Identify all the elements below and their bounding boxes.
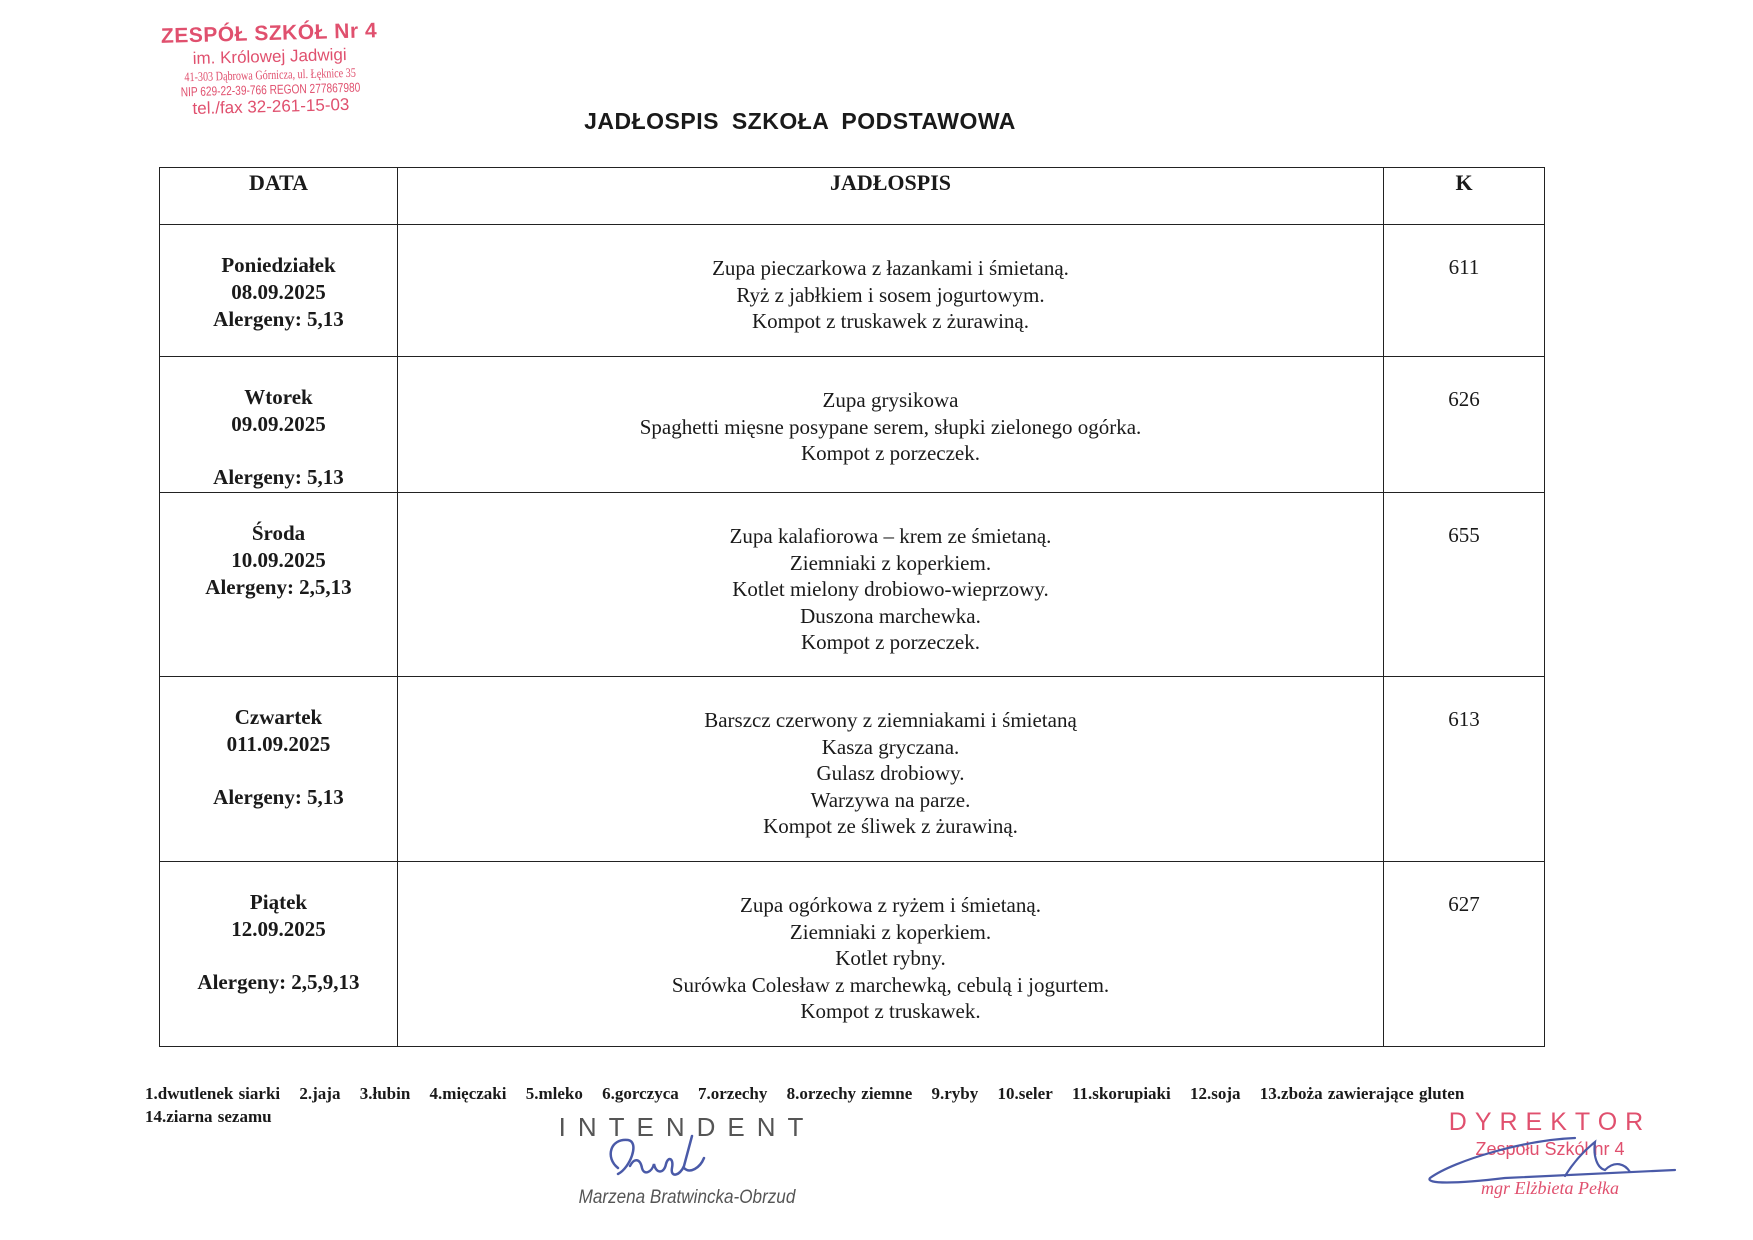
dish-item: Kompot z porzeczek. bbox=[800, 630, 980, 654]
allergens-label: Alergeny: 5,13 bbox=[213, 465, 344, 489]
allergens-label: Alergeny: 2,5,13 bbox=[205, 575, 352, 599]
director-stamp bbox=[1430, 1108, 1670, 1199]
legend-item: 12.soja bbox=[1190, 1084, 1241, 1103]
director-org: Zespołu Szkół nr 4 bbox=[1475, 1139, 1625, 1159]
allergens-label: Alergeny: 2,5,9,13 bbox=[197, 970, 360, 994]
director-name: mgr Elżbieta Pełka bbox=[1481, 1178, 1619, 1198]
date-cell bbox=[160, 677, 398, 862]
table-row bbox=[160, 225, 1545, 357]
dish-item: Kompot z truskawek. bbox=[800, 999, 981, 1023]
legend-item: 14.ziarna sezamu bbox=[145, 1107, 272, 1126]
dish-item: Kasza gryczana. bbox=[821, 734, 960, 759]
legend-item: 11.skorupiaki bbox=[1072, 1084, 1171, 1103]
k-value: 655 bbox=[1384, 493, 1545, 677]
legend-item: 3.łubin bbox=[359, 1084, 411, 1103]
dish-item: Ryż z jabłkiem i sosem jogurtowym. bbox=[736, 282, 1045, 307]
dish-item: Kompot ze śliwek z żurawiną. bbox=[763, 814, 1018, 838]
legend-item: 13.zboża zawierające gluten bbox=[1259, 1084, 1465, 1103]
dish-item: Warzywa na parze. bbox=[810, 787, 971, 812]
allergens-label: Alergeny: 5,13 bbox=[213, 307, 344, 331]
menu-cell bbox=[398, 357, 1384, 493]
legend-item: 10.seler bbox=[997, 1084, 1053, 1103]
date-value: 011.09.2025 bbox=[226, 732, 331, 756]
dish-item: Barszcz czerwony z ziemniakami i śmietaną bbox=[704, 708, 1077, 732]
legend-item: 7.orzechy bbox=[698, 1084, 768, 1103]
dish-item: Kotlet mielony drobiowo-wieprzowy. bbox=[732, 577, 1049, 601]
header-date: DATA bbox=[160, 168, 398, 225]
day-name: Środa bbox=[251, 521, 306, 545]
date-cell bbox=[160, 357, 398, 493]
menu-cell bbox=[398, 862, 1384, 1047]
dish-item: Zupa grysikowa bbox=[822, 388, 959, 412]
allergens-label: Alergeny: 5,13 bbox=[213, 785, 344, 809]
stamp-nip-regon: NIP 629-22-39-766 REGON 277867980 bbox=[180, 79, 361, 100]
table-row bbox=[160, 357, 1545, 493]
page-title: JADŁOSPIS SZKOŁA PODSTAWOWA bbox=[584, 108, 1016, 134]
legend-item: 5.mleko bbox=[525, 1084, 583, 1103]
day-name: Wtorek bbox=[244, 385, 313, 409]
menu-cell bbox=[398, 493, 1384, 677]
stamp-phone: tel./fax 32-261-15-03 bbox=[192, 95, 350, 119]
legend-item: 4.mięczaki bbox=[429, 1084, 507, 1103]
menu-cell bbox=[398, 677, 1384, 862]
date-value: 09.09.2025 bbox=[231, 412, 326, 436]
date-cell bbox=[160, 225, 398, 357]
legend-item: 2.jaja bbox=[299, 1084, 341, 1103]
intendent-role: INTENDENT bbox=[558, 1112, 816, 1142]
date-value: 10.09.2025 bbox=[231, 548, 326, 572]
intendent-name: Marzena Bratwincka-Obrzud bbox=[578, 1187, 796, 1208]
dish-item: Zupa kalafiorowa – krem ze śmietaną. bbox=[729, 524, 1052, 548]
director-role: DYREKTOR bbox=[1448, 1108, 1652, 1136]
dish-item: Surówka Colesław z marchewką, cebulą i jogurtem. bbox=[671, 972, 1110, 997]
day-name: Czwartek bbox=[234, 705, 323, 729]
k-value: 613 bbox=[1384, 677, 1545, 862]
dish-item: Zupa ogórkowa z ryżem i śmietaną. bbox=[740, 893, 1041, 917]
table-header-row bbox=[160, 168, 1545, 225]
table-row bbox=[160, 862, 1545, 1047]
school-stamp bbox=[139, 19, 401, 121]
stamp-address: 41-303 Dąbrowa Górnicza, ul. Łęknice 35 bbox=[184, 64, 357, 85]
dish-item: Ziemniaki z koperkiem. bbox=[789, 919, 992, 944]
legend-item: 6.gorczyca bbox=[602, 1084, 679, 1103]
date-value: 12.09.2025 bbox=[231, 917, 326, 941]
date-value: 08.09.2025 bbox=[231, 280, 326, 304]
allergen-legend bbox=[145, 1082, 1565, 1128]
menu-table bbox=[159, 167, 1545, 1047]
table-row bbox=[160, 493, 1545, 677]
k-value: 626 bbox=[1384, 357, 1545, 493]
k-value: 611 bbox=[1384, 225, 1545, 357]
dish-item: Gulasz drobiowy. bbox=[816, 761, 965, 785]
date-cell bbox=[160, 493, 398, 677]
dish-item: Kompot z truskawek z żurawiną. bbox=[752, 309, 1029, 333]
menu-cell bbox=[398, 225, 1384, 357]
dish-item: Spaghetti mięsne posypane serem, słupki zielonego ogórka. bbox=[639, 414, 1142, 439]
dish-item: Ziemniaki z koperkiem. bbox=[789, 550, 992, 575]
header-menu: JADŁOSPIS bbox=[398, 168, 1384, 225]
date-cell bbox=[160, 862, 398, 1047]
legend-item: 1.dwutlenek siarki bbox=[145, 1084, 281, 1103]
dish-item: Kompot z porzeczek. bbox=[800, 441, 980, 465]
table-row bbox=[160, 677, 1545, 862]
dish-item: Duszona marchewka. bbox=[800, 603, 981, 628]
intendent-stamp bbox=[552, 1112, 822, 1209]
day-name: Piątek bbox=[249, 890, 308, 914]
dish-item: Kotlet rybny. bbox=[835, 946, 946, 970]
legend-item: 9.ryby bbox=[931, 1084, 979, 1103]
stamp-school-name: ZESPÓŁ SZKÓŁ Nr 4 bbox=[160, 19, 378, 48]
header-k: K bbox=[1384, 168, 1545, 225]
day-name: Poniedziałek bbox=[221, 253, 336, 277]
legend-item: 8.orzechy ziemne bbox=[786, 1084, 913, 1103]
k-value: 627 bbox=[1384, 862, 1545, 1047]
stamp-patron: im. Królowej Jadwigi bbox=[192, 44, 347, 68]
dish-item: Zupa pieczarkowa z łazankami i śmietaną. bbox=[712, 256, 1069, 280]
